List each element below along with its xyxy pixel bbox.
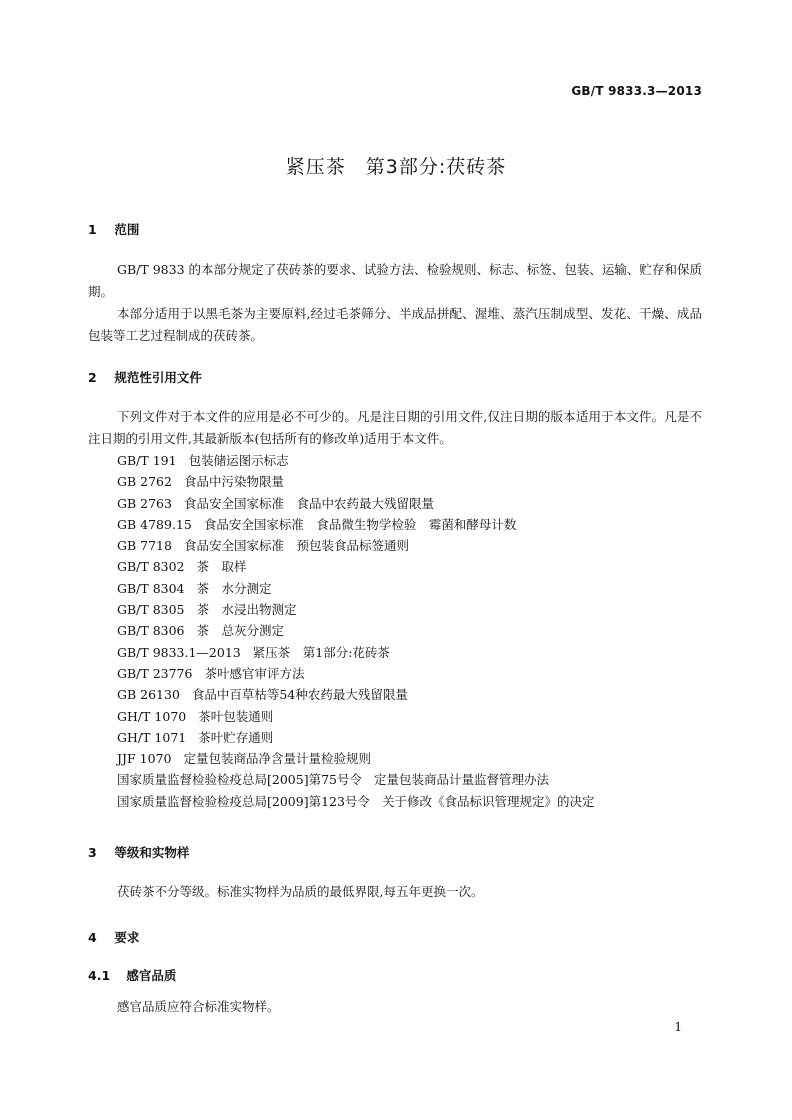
reference-code: GB/T 191 bbox=[117, 453, 177, 468]
section-number: 2 bbox=[88, 370, 97, 385]
paragraph: 本部分适用于以黑毛茶为主要原料,经过毛茶筛分、半成品拼配、渥堆、蒸汽压制成型、发花、干燥、成品包装等工艺过程制成的茯砖茶。 bbox=[88, 306, 702, 343]
reference-title: 食品安全国家标准 食品微生物学检验 霉菌和酵母计数 bbox=[203, 516, 517, 532]
reference-title: 食品中污染物限量 bbox=[183, 474, 284, 490]
section-number: 1 bbox=[88, 222, 97, 237]
section-number: 4 bbox=[88, 930, 97, 945]
reference-code: GB 7718 bbox=[117, 538, 172, 554]
reference-title: 食品中百草枯等54种农药最大残留限量 bbox=[191, 687, 408, 703]
section-title: 要求 bbox=[114, 930, 140, 945]
reference-item bbox=[117, 599, 594, 620]
reference-code: 国家质量监督检验检疫总局[2005]第75号令 bbox=[117, 772, 362, 788]
reference-item bbox=[117, 684, 594, 705]
reference-item bbox=[117, 620, 594, 641]
standard-code: GB/T 9833.3—2013 bbox=[571, 84, 702, 98]
section-heading-scope bbox=[88, 220, 139, 238]
section-title: 范围 bbox=[114, 222, 140, 237]
reference-code: GB 2762 bbox=[117, 474, 172, 490]
reference-code: GH/T 1070 bbox=[117, 708, 187, 724]
reference-title: 茶 取样 bbox=[196, 559, 247, 575]
paragraph: GB/T 9833 的本部分规定了茯砖茶的要求、试验方法、检验规则、标志、标签、包装、运输、贮存和保质期。 bbox=[88, 262, 702, 299]
subsection-number: 4.1 bbox=[88, 968, 111, 983]
reference-item bbox=[117, 706, 594, 727]
reference-item bbox=[117, 748, 594, 769]
page-number: 1 bbox=[674, 1020, 682, 1034]
reference-item bbox=[117, 663, 594, 684]
reference-title: 定量包装商品净含量计量检验规则 bbox=[183, 751, 371, 767]
reference-title: 茶叶感官审评方法 bbox=[204, 665, 305, 681]
reference-item bbox=[117, 514, 594, 535]
reference-title: 茶 水浸出物测定 bbox=[196, 602, 297, 618]
reference-code: GB 2763 bbox=[117, 495, 172, 511]
reference-item bbox=[117, 727, 594, 748]
section-heading-grades-and-samples bbox=[88, 843, 189, 861]
reference-title: 包装储运图示标志 bbox=[188, 453, 289, 468]
paragraph: 下列文件对于本文件的应用是必不可少的。凡是注日期的引用文件,仅注日期的版本适用于本文件。凡是不注日期的引用文件,其最新版本(包括所有的修改单)适用于本文件。 bbox=[88, 409, 702, 446]
section-title: 规范性引用文件 bbox=[114, 370, 202, 385]
reference-code: GB 4789.15 bbox=[117, 516, 192, 532]
reference-item bbox=[117, 471, 594, 492]
subsection-title: 感官品质 bbox=[126, 968, 177, 983]
reference-code: JJF 1070 bbox=[117, 751, 172, 767]
reference-item bbox=[117, 556, 594, 577]
reference-title: 定量包装商品计量监督管理办法 bbox=[373, 772, 549, 788]
reference-item bbox=[117, 642, 594, 663]
reference-title: 茶叶贮存通则 bbox=[198, 729, 274, 745]
reference-code: GB/T 8304 bbox=[117, 580, 185, 596]
section-title: 等级和实物样 bbox=[114, 845, 190, 860]
reference-title: 食品安全国家标准 预包装食品标签通则 bbox=[183, 538, 409, 554]
reference-code: GB/T 8306 bbox=[117, 623, 185, 639]
section-number: 3 bbox=[88, 845, 97, 860]
document-title: 紧压茶 第3部分:茯砖茶 bbox=[285, 156, 507, 178]
reference-title: 茶 总灰分测定 bbox=[196, 623, 285, 639]
reference-code: GB/T 9833.1—2013 bbox=[117, 644, 241, 660]
reference-item bbox=[117, 769, 594, 790]
reference-title: 食品安全国家标准 食品中农药最大残留限量 bbox=[183, 495, 434, 511]
subsection-heading-sensory-quality bbox=[88, 966, 176, 984]
section-heading-requirements bbox=[88, 928, 139, 946]
reference-code: GB 26130 bbox=[117, 687, 180, 703]
reference-code: GB/T 8305 bbox=[117, 602, 185, 618]
reference-code: GB/T 8302 bbox=[117, 559, 185, 575]
reference-code: 国家质量监督检验检疫总局[2009]第123号令 bbox=[117, 793, 370, 809]
section-heading-normative-references bbox=[88, 368, 202, 386]
reference-title: 关于修改《食品标识管理规定》的决定 bbox=[381, 793, 595, 809]
reference-title: 茶 水分测定 bbox=[196, 580, 272, 596]
reference-item bbox=[117, 791, 594, 812]
reference-title: 紧压茶 第1部分:花砖茶 bbox=[252, 644, 390, 660]
reference-item bbox=[117, 493, 594, 514]
reference-item bbox=[117, 535, 594, 556]
reference-item bbox=[117, 450, 594, 471]
reference-code: GB/T 23776 bbox=[117, 665, 193, 681]
paragraph: 茯砖茶不分等级。标准实物样为品质的最低界限,每五年更换一次。 bbox=[117, 884, 484, 899]
reference-item bbox=[117, 578, 594, 599]
reference-title: 茶叶包装通则 bbox=[198, 708, 274, 724]
reference-list bbox=[117, 450, 594, 812]
reference-code: GH/T 1071 bbox=[117, 729, 187, 745]
paragraph: 感官品质应符合标准实物样。 bbox=[117, 999, 280, 1014]
